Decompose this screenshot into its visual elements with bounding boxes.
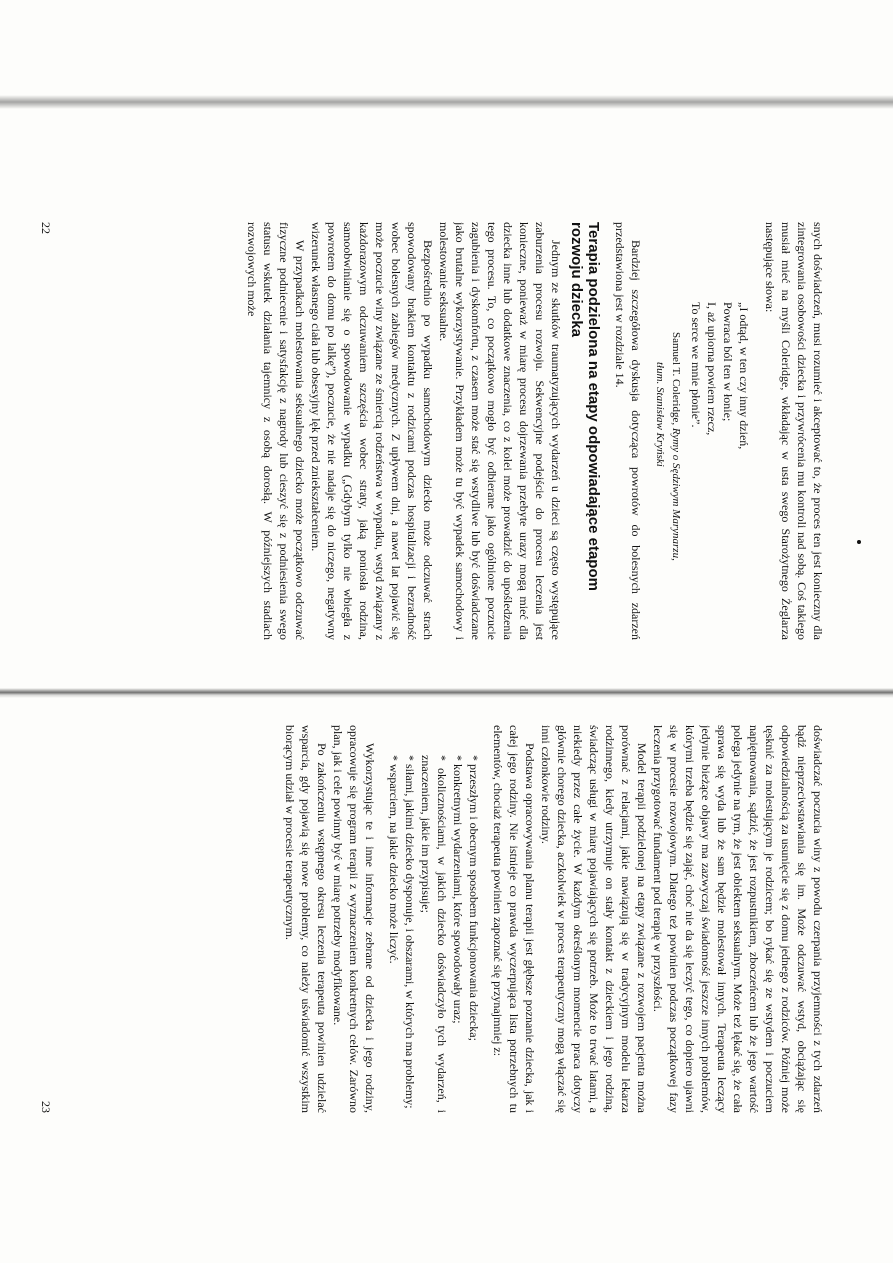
book-fold-shadow (0, 688, 893, 698)
paragraph: Po zakończeniu wstępnego okresu leczenia terapeuta powinien udzielać wsparcia, gdy pojawią się nowe problemy, co należy uświadomić wszystkim biorącym udział w procesie terapeutycznym. (283, 725, 329, 1113)
quote-translator: tłum. Stanisław Kryński (654, 362, 666, 467)
bullet-list (386, 725, 482, 1113)
ink-speck (857, 540, 861, 544)
list-item: * wsparciem, na jakie dziecko może liczyć. (386, 755, 402, 1113)
page-number: 23 (39, 1101, 53, 1113)
paragraph: Bezpośrednio po wypadku samochodowym dziecko może odczuwać strach spowodowany brakiem kontaktu z rodzicami podczas hospitalizacji i bezradność wobec bolesnych zabiegów medycznych. Z upływem dni, a nawet lat pojawić się może poczucie winy związane ze śmiercią rodzeństwa w wypadku, wstyd związany z każdorazowym odczuwaniem szczęścia wobec straty, jaką poniosła rodzina, samoobwinianie się o spowodowanie wypadku („Gdybym tylko nie wbiegła z powrotem do domu po lalkę”), poczucie, że nie nadaje się do niczego, negatywny wizerunek własnego ciała lub obsesyjny lęk przed zniekształceniem. (309, 222, 435, 640)
page-number: 22 (39, 222, 53, 234)
list-item: * przeszłym i obecnym sposobem funkcjonowania dziecka; (466, 755, 482, 1113)
poem-quote (652, 302, 752, 640)
section-heading: Terapia podzielona na etapy odpowiadające etapom rozwoju dziecka (568, 222, 602, 591)
paragraph: Podstawa opracowywania planu terapii jest głębsze poznanie dziecka, jak i całej jego rodziny. Nie istnieje co prawda wyczerpująca lista potrzebnych tu elementów, chociaż terapeuta powinien zapoznać się przynajmniej z: (491, 725, 537, 1113)
page-23 (26, 725, 826, 1113)
paragraph-chapter-reference: Bardziej szczegółowa dyskusja dotycząca powrotów do bolesnych zdarzeń przedstawiona jest w rozdziale 14. (613, 222, 643, 640)
paragraph-intro: snych doświadczeń, musi rozumieć i akceptować to, że proces ten jest konieczny dla zintegrowania osobowości dziecka i przywrócenia mu kontroli nad sobą. Coś takiego musiał mieć na myśli Coleridge, wkładając w usta swego Starożytnego Żeglarza następujące słowa: (763, 222, 825, 640)
page-22 (26, 222, 826, 640)
list-item: * okolicznościami, w jakich dziecko doświadczyło tych wydarzeń, i znaczeniem, jakie im przypisuje; (418, 755, 450, 1113)
paragraph: Wykorzystując te i inne informacje zebrane od dziecka i jego rodziny, opracowuje się program terapii z wyznaczeniem konkretnych celów. Zarówno plan, jak i cele powinny być w miarę potrzeby modyfikowane. (331, 725, 377, 1113)
page-edge-shadow (0, 95, 893, 109)
quote-work: Rymy o Sędziwym Marynarzu, (670, 427, 682, 561)
paragraph: Jednym ze skutków traumatyzujących wydarzeń u dzieci są często występujące zaburzenia procesu rozwoju. Sekwencyjne podejście do procesu leczenia jest konieczne, ponieważ w miarę procesu dojrzewania przebyte urazy mogą mieć dla dziecka inne lub dodatkowe znaczenia, co z kolei może prowadzić do upośledzenia tego procesu. To, co początkowo mogło być odbierane jako ogólnione poczucie zagubienia i dyskomfortu, z czasem może stać się wstydliwe lub być doświadczane jako brutalne wykorzystywanie. Przykładem może tu być wypadek samochodowy i molestowanie seksualne. (437, 222, 563, 640)
quote-line: To serce we mnie płonie”. (689, 302, 703, 428)
quote-source (652, 302, 684, 640)
quote-author: Samuel T. Coleridge, (670, 332, 682, 426)
quote-line: „I odtąd, w ten czy inny dzień, (737, 302, 751, 450)
quote-line: I, aż upiorna powiem rzecz, (705, 302, 719, 436)
quote-line: Powraca ból ten w łonie; (721, 302, 735, 422)
paragraph: W przypadkach molestowania seksualnego dziecko może początkowo odczuwać fizyczne podniecenie i satysfakcję z nagrody lub cieszyć się z podniesienia swego statusu wskutek działania tajemnicy z osobą dorosłą. W późniejszych stadiach rozwojowych może (245, 222, 307, 640)
list-item: * siłami, jakimi dziecko dysponuje, i obszarami, w których ma problemy; (402, 755, 418, 1113)
paragraph: doświadczać poczucia winy z powodu czerpania przyjemności z tych zdarzeń bądź nieprzeciwstawiania się im. Może odczuwać wstyd, obciążając się odpowiedzialnością za usunięcie się z domu jednego z rodziców. Później może tęsknić za molestującym je rodzicem; bo rykać się ze wstydem i poczuciem napiętnowania, sądzić, że jest rozpustnikiem, zboczeńcem lub że jego wartość polega jedynie na tym, że jest obiektem seksualnym. Może też lękać się, że cała sprawa się wyda lub że sam będzie molestował innych. Terapeuta leczący jedynie bieżące objawy ma zazwyczaj świadomość jeszcze innych problemów, którymi trzeba będzie się zająć, choć nie da się leczyć tego, co dopiero ujawni się w procesie rozwojowym. Dlatego też powinien podczas początkowej fazy leczenia przygotować fundament pod terapię w przyszłości. (651, 725, 825, 1113)
paragraph: Model terapii podzielonej na etapy związane z rozwojem pacjenta można porównać z relacjami, jakie nawiązują się w tradycyjnym modelu lekarza rodzinnego, kiedy utrzymuje on stały kontakt z dzieckiem i jego rodziną, świadcząc usługi w miarę pojawiających się potrzeb. Może to trwać latami, a niekiedy przez całe życie. W każdym określonym momencie praca dotyczy głównie chorego dziecka, aczkolwiek w proces terapeutyczny mogą włączać się inni członkowie rodziny. (539, 725, 649, 1113)
list-item: * konkretnymi wydarzeniami, które spowodowały uraz; (450, 755, 466, 1113)
